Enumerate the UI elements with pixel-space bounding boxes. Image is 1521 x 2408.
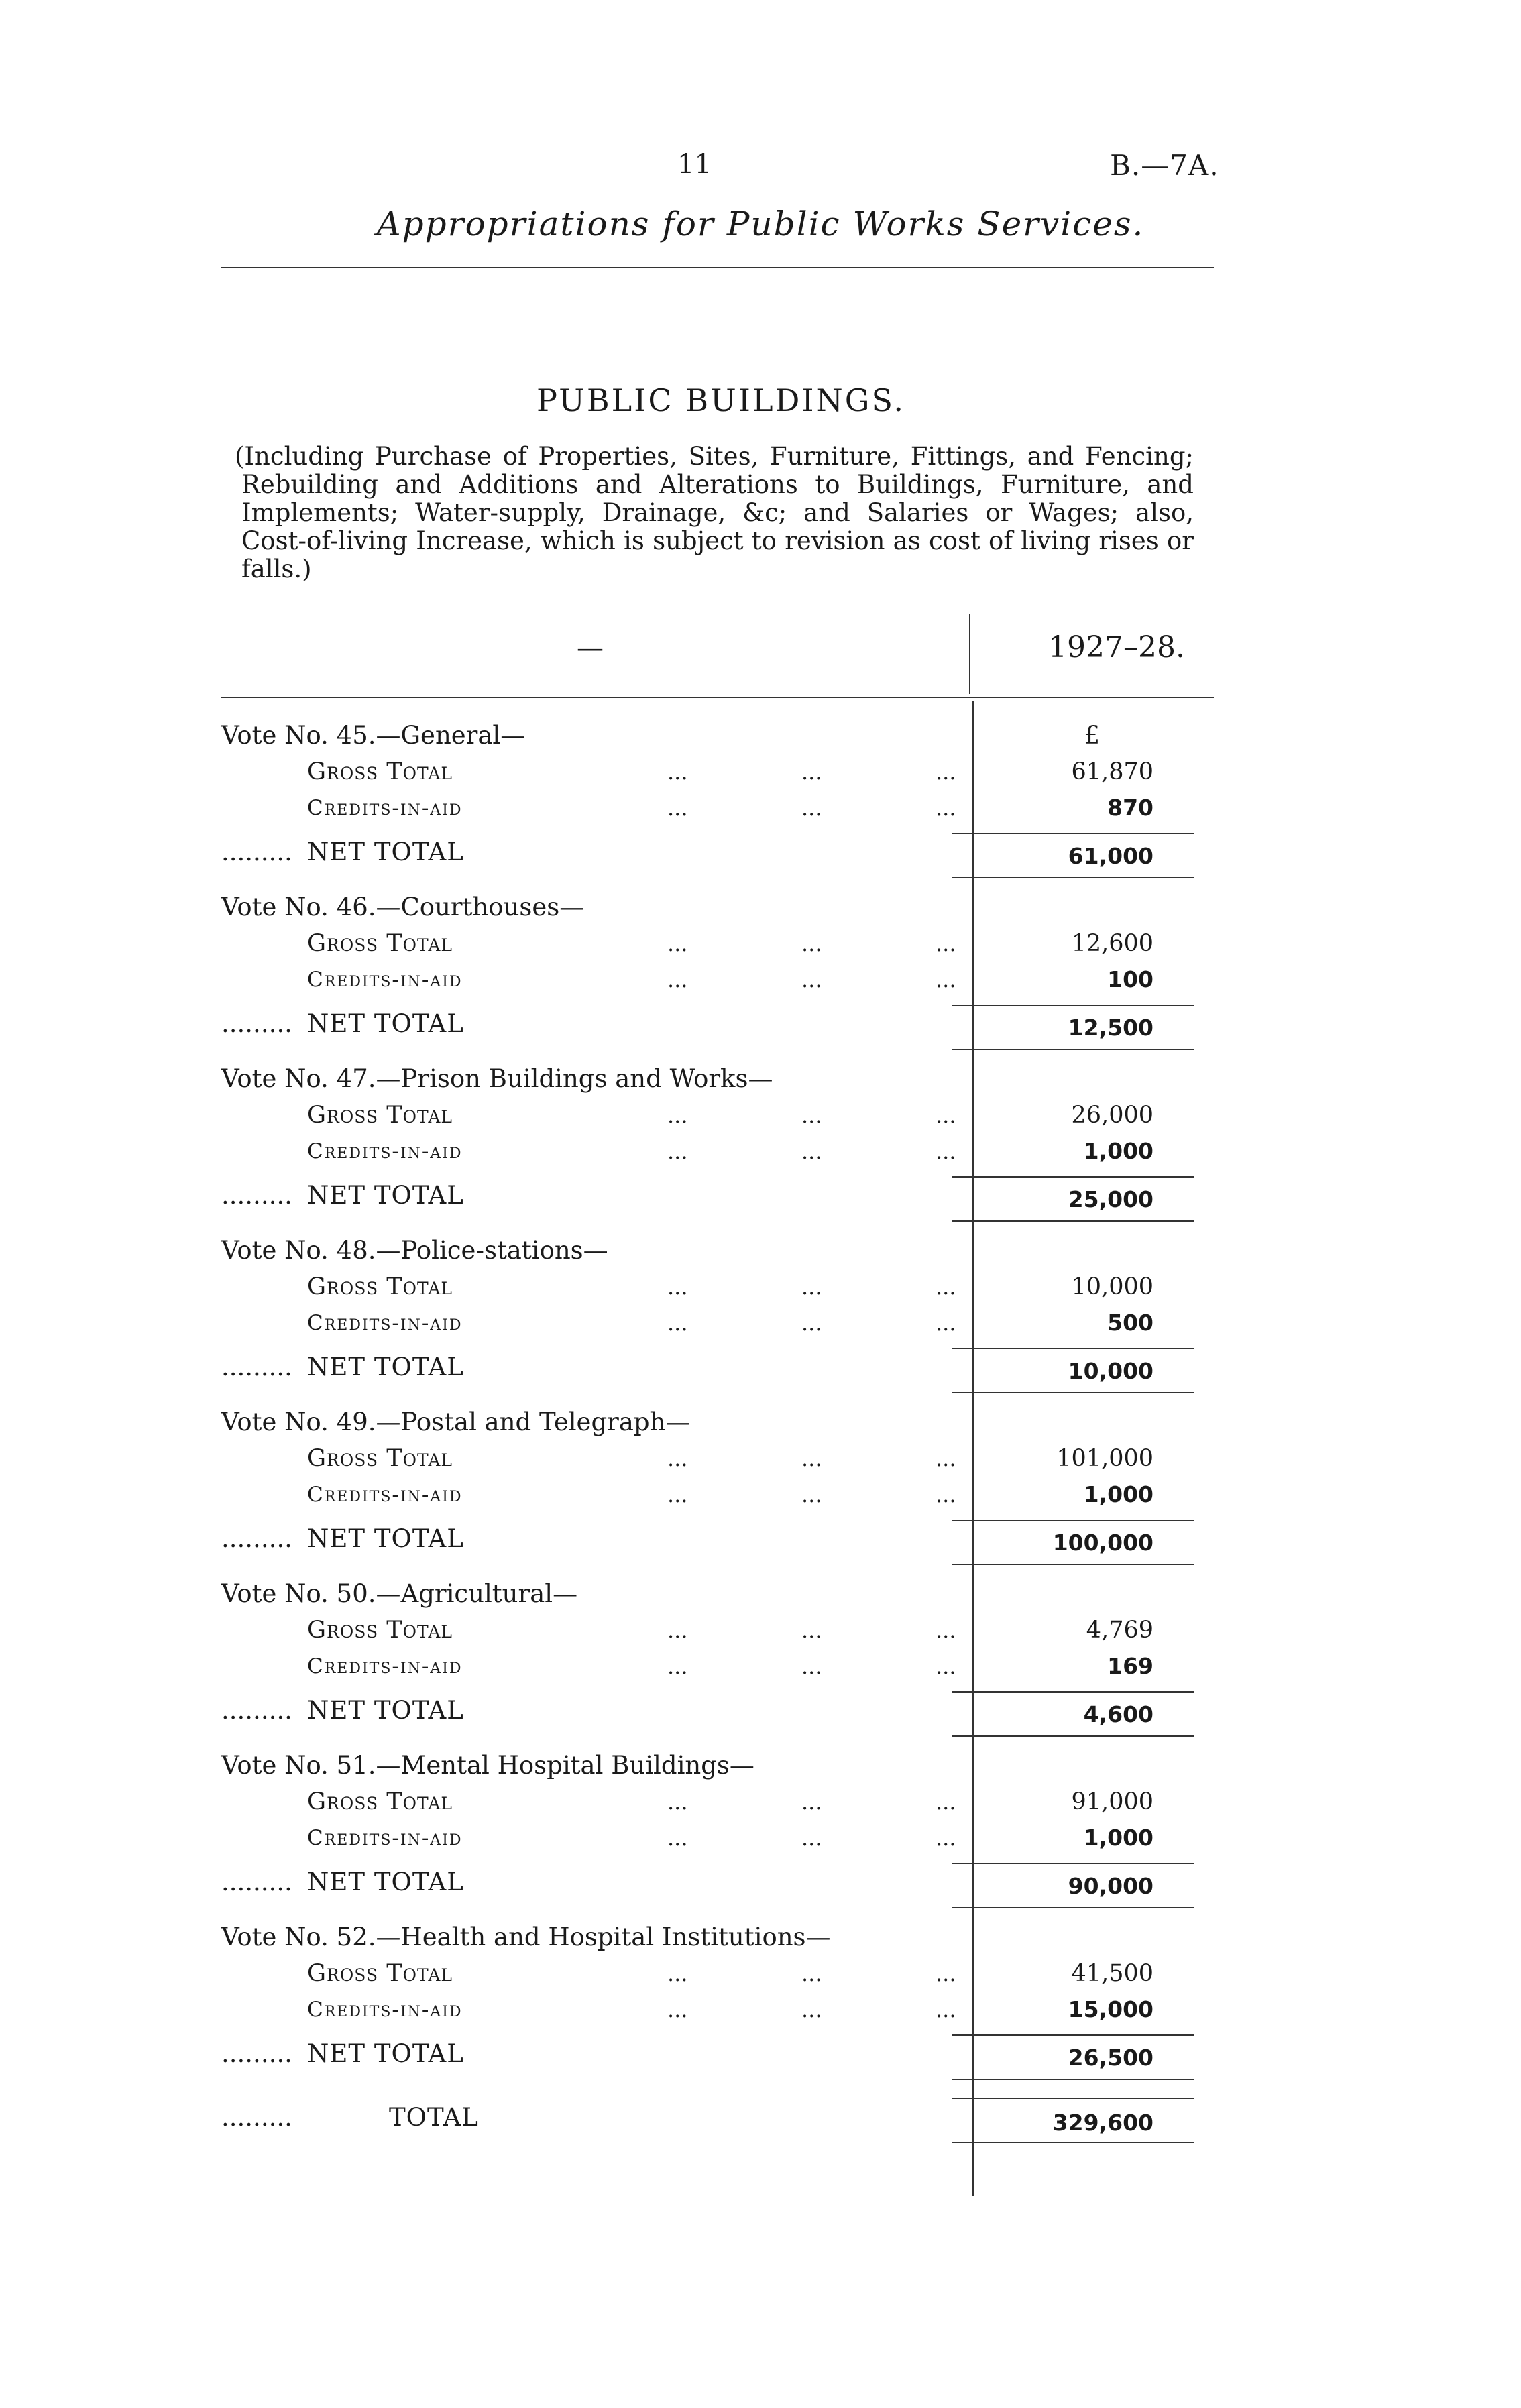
leader-dot-group: ... bbox=[801, 1310, 822, 1336]
credits-in-aid-label: Credits-in-aid bbox=[307, 1654, 463, 1678]
vote-block bbox=[221, 718, 1214, 878]
leader-dot-group: ... bbox=[667, 1446, 688, 1471]
grand-total-row bbox=[221, 2091, 1214, 2144]
leader-dot-group: ... bbox=[801, 1274, 822, 1300]
net-total-row bbox=[221, 826, 1214, 878]
leader-dot-group: ... bbox=[801, 1789, 822, 1815]
header-column-separator bbox=[969, 614, 970, 694]
header-rule bbox=[221, 267, 1214, 268]
gross-total-row bbox=[221, 1955, 1214, 1992]
net-total-row bbox=[221, 1169, 1214, 1222]
leader-dot-group: ... bbox=[936, 1654, 956, 1679]
leader-dot-group: ... bbox=[667, 1617, 688, 1643]
section-preamble: (Including Purchase of Properties, Sites, Furniture, Fittings, and Fencing; Rebuilding and Additions and Alterations to Buildings, Furniture, and Implements; Water-supply, Drainage, &c; and Salaries or Wages; also, Cost-of-living Increase, which is subject to revision as cost of living rises or falls.) bbox=[235, 442, 1194, 583]
gross-total-label: Gross Total bbox=[307, 1788, 453, 1815]
leader-dot-group: ... bbox=[245, 1353, 269, 1381]
leader-dot-group: ... bbox=[936, 1446, 956, 1471]
leader-dot-group: ... bbox=[936, 795, 956, 821]
leader-dot-group: ... bbox=[245, 1524, 269, 1553]
section-title: PUBLIC BUILDINGS. bbox=[536, 382, 906, 418]
leader-dot-group: ... bbox=[801, 1654, 822, 1679]
net-total-label: NET TOTAL bbox=[307, 1181, 464, 1210]
leader-dot-group: ... bbox=[667, 1482, 688, 1507]
leader-dot-group: ... bbox=[245, 2103, 269, 2132]
credits-in-aid-label: Credits-in-aid bbox=[307, 1483, 463, 1507]
leader-dot-group: ... bbox=[801, 1617, 822, 1643]
credits-in-aid-row bbox=[221, 1305, 1214, 1341]
net-total-label: NET TOTAL bbox=[307, 1353, 464, 1381]
table-header-rule bbox=[221, 697, 1214, 698]
leader-dot-group: ... bbox=[667, 1274, 688, 1300]
gross-total-value: 10,000 bbox=[1071, 1273, 1153, 1300]
leader-dot-group: ... bbox=[936, 967, 956, 992]
vote-block bbox=[221, 1576, 1214, 1737]
grand-total-value: 329,600 bbox=[1052, 2110, 1153, 2136]
gross-total-row bbox=[221, 1784, 1214, 1820]
vote-title: Vote No. 48.—Police-stations— bbox=[221, 1236, 608, 1265]
leader-dot-group: ... bbox=[667, 1789, 688, 1815]
credits-in-aid-label: Credits-in-aid bbox=[307, 968, 463, 992]
leader-dot-group: ... bbox=[245, 1868, 269, 1896]
net-total-row bbox=[221, 998, 1214, 1050]
leader-dot-group: ... bbox=[936, 759, 956, 785]
gross-total-label: Gross Total bbox=[307, 758, 453, 785]
vote-title: Vote No. 50.—Agricultural— bbox=[221, 1579, 578, 1608]
credits-in-aid-label: Credits-in-aid bbox=[307, 1311, 463, 1335]
credits-in-aid-row bbox=[221, 1648, 1214, 1684]
leader-dot-group: ... bbox=[801, 1446, 822, 1471]
net-total-row bbox=[221, 1856, 1214, 1908]
vote-title: Vote No. 45.—General— £ bbox=[221, 718, 1214, 754]
gross-total-value: 12,600 bbox=[1071, 930, 1153, 957]
net-total-label: NET TOTAL bbox=[307, 1009, 464, 1038]
net-total-row bbox=[221, 1684, 1214, 1737]
gross-total-value: 91,000 bbox=[1071, 1788, 1153, 1815]
leader-dot-group: ... bbox=[245, 2039, 269, 2068]
column-header-label: — bbox=[577, 633, 604, 664]
leader-dot-group: ... bbox=[801, 1825, 822, 1851]
credits-in-aid-value: 1,000 bbox=[1083, 1138, 1153, 1164]
leader-dot-group: ... bbox=[801, 931, 822, 956]
net-total-value: 26,500 bbox=[1068, 2045, 1153, 2071]
leader-dot-group: ... bbox=[801, 1482, 822, 1507]
gross-total-label: Gross Total bbox=[307, 930, 453, 957]
gross-total-value: 4,769 bbox=[1086, 1617, 1153, 1644]
leader-dot-group: ... bbox=[936, 1789, 956, 1815]
leader-dot-group: ... bbox=[667, 1961, 688, 1986]
net-total-value: 12,500 bbox=[1068, 1015, 1153, 1041]
leader-dot-group: ... bbox=[936, 1961, 956, 1986]
gross-total-row bbox=[221, 925, 1214, 962]
gross-total-label: Gross Total bbox=[307, 1617, 453, 1644]
net-total-label: NET TOTAL bbox=[307, 838, 464, 866]
leader-dot-group: ... bbox=[936, 1310, 956, 1336]
grand-total-label: TOTAL bbox=[389, 2103, 479, 2132]
running-head: Appropriations for Public Works Services. bbox=[376, 205, 1145, 243]
leader-dot-group: ... bbox=[667, 759, 688, 785]
leader-dot-group: ... bbox=[936, 1482, 956, 1507]
leader-dot-group: ... bbox=[268, 1696, 292, 1725]
net-total-row bbox=[221, 1513, 1214, 1565]
leader-dot-group: ... bbox=[268, 838, 292, 866]
leader-dot-group: ... bbox=[667, 967, 688, 992]
vote-block bbox=[221, 889, 1214, 1050]
net-total-value: 90,000 bbox=[1068, 1873, 1153, 1899]
leader-dot-group: ... bbox=[801, 759, 822, 785]
credits-in-aid-label: Credits-in-aid bbox=[307, 1826, 463, 1850]
vote-block bbox=[221, 1232, 1214, 1393]
leader-dot-group: ... bbox=[936, 1617, 956, 1643]
credits-in-aid-row bbox=[221, 1133, 1214, 1169]
currency-symbol: £ bbox=[1084, 721, 1100, 750]
net-total-value: 61,000 bbox=[1068, 843, 1153, 869]
leader-dot-group: ... bbox=[667, 1310, 688, 1336]
leader-dot-group: ... bbox=[221, 1696, 245, 1725]
leader-dot-group: ... bbox=[667, 1654, 688, 1679]
credits-in-aid-value: 100 bbox=[1107, 966, 1153, 992]
vote-title: Vote No. 46.—Courthouses— bbox=[221, 893, 585, 921]
leader-dot-group: ... bbox=[221, 1009, 245, 1038]
credits-in-aid-label: Credits-in-aid bbox=[307, 796, 463, 820]
net-total-row bbox=[221, 2028, 1214, 2080]
net-total-value: 100,000 bbox=[1052, 1530, 1153, 1556]
leader-dot-group: ... bbox=[667, 1102, 688, 1128]
net-total-value: 25,000 bbox=[1068, 1186, 1153, 1212]
leader-dot-group: ... bbox=[245, 1009, 269, 1038]
vote-block bbox=[221, 1404, 1214, 1565]
vote-title: Vote No. 51.—Mental Hospital Buildings— bbox=[221, 1751, 754, 1780]
leader-dot-group: ... bbox=[221, 2039, 245, 2068]
leader-dot-group: ... bbox=[801, 1997, 822, 2022]
leader-dot-group: ... bbox=[801, 1102, 822, 1128]
appropriations-table bbox=[221, 718, 1214, 2144]
vote-block bbox=[221, 1747, 1214, 1908]
gross-total-value: 61,870 bbox=[1071, 758, 1153, 785]
gross-total-row bbox=[221, 1612, 1214, 1648]
net-total-value: 10,000 bbox=[1068, 1358, 1153, 1384]
leader-dot-group: ... bbox=[801, 795, 822, 821]
credits-in-aid-row bbox=[221, 790, 1214, 826]
gross-total-value: 41,500 bbox=[1071, 1960, 1153, 1987]
credits-in-aid-value: 870 bbox=[1107, 795, 1153, 821]
leader-dot-group: ... bbox=[245, 1696, 269, 1725]
credits-in-aid-value: 15,000 bbox=[1068, 1996, 1153, 2022]
leader-dot-group: ... bbox=[667, 1997, 688, 2022]
leader-dot-group: ... bbox=[268, 2103, 292, 2132]
leader-dot-group: ... bbox=[268, 1524, 292, 1553]
column-header-year: 1927–28. bbox=[1048, 630, 1185, 665]
leader-dot-group: ... bbox=[245, 1181, 269, 1210]
net-total-value: 4,600 bbox=[1083, 1701, 1153, 1727]
leader-dot-group: ... bbox=[245, 838, 269, 866]
vote-block bbox=[221, 1061, 1214, 1222]
leader-dot-group: ... bbox=[268, 1868, 292, 1896]
credits-in-aid-row bbox=[221, 1477, 1214, 1513]
leader-dot-group: ... bbox=[936, 1139, 956, 1164]
net-total-label: NET TOTAL bbox=[307, 2039, 464, 2068]
leader-dot-group: ... bbox=[667, 1139, 688, 1164]
leader-dot-group: ... bbox=[221, 1353, 245, 1381]
credits-in-aid-value: 1,000 bbox=[1083, 1481, 1153, 1507]
net-total-label: NET TOTAL bbox=[307, 1868, 464, 1896]
gross-total-label: Gross Total bbox=[307, 1102, 453, 1129]
gross-total-label: Gross Total bbox=[307, 1273, 453, 1300]
net-total-label: NET TOTAL bbox=[307, 1524, 464, 1553]
vote-block bbox=[221, 1919, 1214, 2080]
document-code: B.—7A. bbox=[1110, 149, 1219, 182]
leader-dot-group: ... bbox=[801, 1961, 822, 1986]
gross-total-row bbox=[221, 1097, 1214, 1133]
leader-dot-group: ... bbox=[936, 1825, 956, 1851]
gross-total-label: Gross Total bbox=[307, 1960, 453, 1987]
vote-title: Vote No. 47.—Prison Buildings and Works— bbox=[221, 1064, 773, 1093]
leader-dot-group: ... bbox=[221, 1181, 245, 1210]
leader-dot-group: ... bbox=[221, 838, 245, 866]
leader-dot-group: ... bbox=[801, 967, 822, 992]
leader-dot-group: ... bbox=[936, 1102, 956, 1128]
leader-dot-group: ... bbox=[936, 931, 956, 956]
credits-in-aid-label: Credits-in-aid bbox=[307, 1139, 463, 1163]
net-total-label: NET TOTAL bbox=[307, 1696, 464, 1725]
vote-title: Vote No. 52.—Health and Hospital Institutions— bbox=[221, 1923, 831, 1951]
leader-dot-group: ... bbox=[936, 1997, 956, 2022]
leader-dot-group: ... bbox=[936, 1274, 956, 1300]
credits-in-aid-row bbox=[221, 1992, 1214, 2028]
gross-total-row bbox=[221, 754, 1214, 790]
gross-total-label: Gross Total bbox=[307, 1445, 453, 1472]
credits-in-aid-row bbox=[221, 962, 1214, 998]
page-number: 11 bbox=[677, 149, 712, 180]
gross-total-value: 26,000 bbox=[1071, 1102, 1153, 1129]
gross-total-value: 101,000 bbox=[1056, 1445, 1153, 1472]
leader-dot-group: ... bbox=[221, 2103, 245, 2132]
credits-in-aid-label: Credits-in-aid bbox=[307, 1998, 463, 2022]
credits-in-aid-value: 1,000 bbox=[1083, 1825, 1153, 1851]
vote-title: Vote No. 49.—Postal and Telegraph— bbox=[221, 1408, 691, 1436]
leader-dot-group: ... bbox=[801, 1139, 822, 1164]
leader-dot-group: ... bbox=[221, 1868, 245, 1896]
leader-dot-group: ... bbox=[667, 931, 688, 956]
leader-dot-group: ... bbox=[268, 1181, 292, 1210]
net-total-row bbox=[221, 1341, 1214, 1393]
credits-in-aid-value: 169 bbox=[1107, 1653, 1153, 1679]
leader-dot-group: ... bbox=[667, 795, 688, 821]
leader-dot-group: ... bbox=[667, 1825, 688, 1851]
leader-dot-group: ... bbox=[268, 2039, 292, 2068]
credits-in-aid-value: 500 bbox=[1107, 1310, 1153, 1336]
gross-total-row bbox=[221, 1440, 1214, 1477]
leader-dot-group: ... bbox=[221, 1524, 245, 1553]
credits-in-aid-row bbox=[221, 1820, 1214, 1856]
leader-dot-group: ... bbox=[268, 1009, 292, 1038]
leader-dot-group: ... bbox=[268, 1353, 292, 1381]
gross-total-row bbox=[221, 1269, 1214, 1305]
